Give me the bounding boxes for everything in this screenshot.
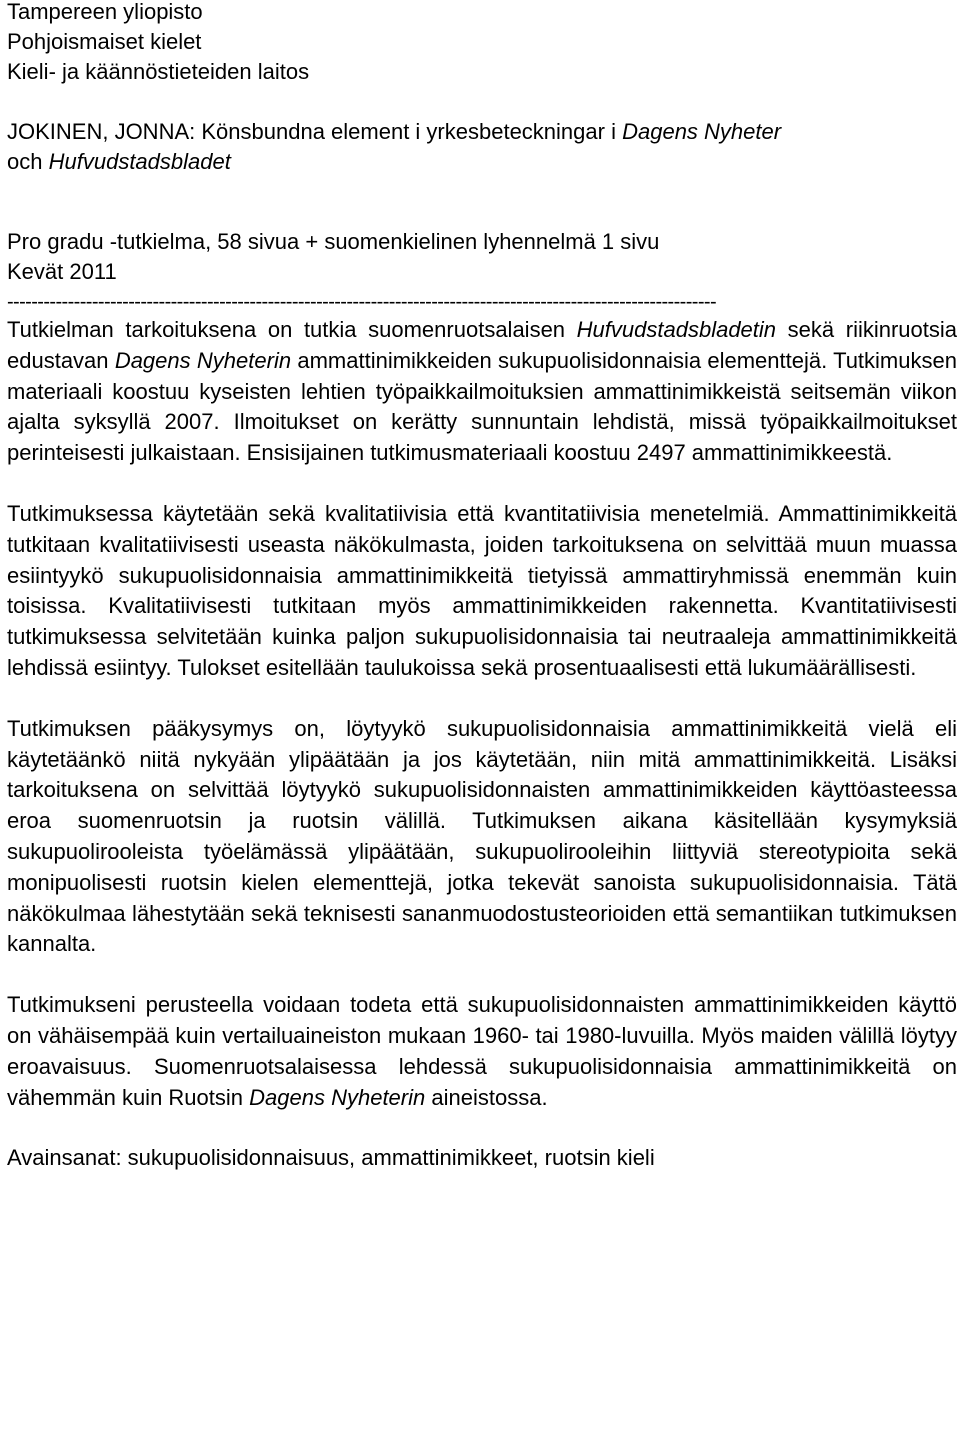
department-name: Pohjoismaiset kielet [7,29,202,54]
document-page [7,0,957,1173]
spacer [7,1113,957,1143]
p1-italic-hbl: Hufvudstadsbladetin [576,317,777,342]
keywords: Avainsanat: sukupuolisidonnaisuus, ammattinimikkeet, ruotsin kieli [7,1145,655,1171]
abstract-paragraph-2: Tutkimuksessa käytetään sekä kvalitatiivisia että kvantitatiivisia menetelmiä. Ammattinimikkeitä tutkitaan kvalitatiivisesti useasta näkökulmasta, joiden tarkoituksena on selvittää muun muassa esiintyykö sukupuolisidonnaisia ammattinimikkeitä tietyissä ammattiryhmissä enemmän kuin toisissa. Kvalitatiivisesti tutkitaan myös ammattinimikkeiden rakennetta. Kvantitatiivisesti tutkimuksessa selvitetään kuinka paljon sukupuolisidonnaisia tai neutraaleja ammattinimikkeitä lehdissä esiintyy. Tulokset esitellään taulukoissa sekä prosentuaalisesti että lukumäärällisesti. [7,500,957,680]
spacer [7,469,957,499]
newspaper-name-hbl: Hufvudstadsbladet [48,149,231,174]
title-text: Könsbundna element i yrkesbeteckningar i [201,119,616,144]
abstract-paragraph-1 [7,315,957,469]
p4-text-c: aineistossa. [431,1084,548,1110]
p1-text-a: Tutkielman tarkoituksena on tutkia suomenruotsalaisen [7,317,566,342]
separator-line: --------------------------------------------------------------------------------------------------------------------- [7,291,717,313]
thesis-info: Pro gradu -tutkielma, 58 sivua + suomenkielinen lyhennelmä 1 sivu [7,229,660,254]
title-line-1 [7,117,957,147]
thesis-title [7,117,957,177]
spacer [7,684,957,714]
meta-block [7,227,957,317]
university-name: Tampereen yliopisto [7,0,203,24]
abstract-paragraph-3: Tutkimuksen pääkysymys on, löytyykö sukupuolisidonnaisia ammattinimikkeitä vielä eli käytetäänkö niitä nykyään ylipäätään ja jos käytetään, niin mitä ammattinimikkeitä. Lisäksi tarkoituksena on selvittää löytyykö sukupuolisidonnaisten ammattinimikkeiden käyttöasteessa eroa suomenruotsin ja ruotsin välillä. Tutkimuksen aikana käsitellään kysymyksiä sukupuolirooleista työelämässä ylipäätään, sukupuolirooleihin liittyviä stereotypioita sekä monipuolisesti ruotsin kielen elementtejä, jotka tekevät sanoista sukupuolisidonnaisia. Tätä näkökulmaa lähestytään sekä teknisesti sananmuodostusteorioiden että semantiikan tutkimuksen kannalta. [7,715,957,957]
p1-text-c: sekä riikinruotsia edustavan [7,317,957,373]
semester: Kevät 2011 [7,259,117,284]
author-name: JOKINEN, JONNA: [7,119,196,144]
header-block [7,0,957,87]
abstract-paragraph-4 [7,990,957,1113]
institute-name: Kieli- ja käännöstieteiden laitos [7,59,310,84]
p4-text-a: Tutkimukseni perusteella voidaan todeta että sukupuolisidonnaisten ammattinimikkeiden käyttö on vähäisempää kuin vertailuaineiston mukaan 1960- tai 1980-luvuilla. Myös maiden välillä löytyy eroavaisuus. Suomenruotsalaisessa lehdessä sukupuolisidonnaisia ammattinimikkeitä on vähemmän kuin Ruotsin [7,992,957,1110]
title-connector: och [7,149,43,174]
p1-italic-dn: Dagens Nyheterin [114,347,292,373]
newspaper-name-dn: Dagens Nyheter [622,119,782,144]
spacer [7,960,957,990]
p1-text-e: ammattinimikkeiden sukupuolisidonnaisia elementtejä. Tutkimuksen materiaali koostuu kyseisten lehtien työpaikkailmoituksien ammattinimikkeistä seitsemän viikon ajalta syksyllä 2007. Ilmoitukset on kerätty sunnuntain lehdistä, missä työpaikkailmoitukset perinteisesti julkaistaan. Ensisijainen tutkimusmateriaali koostuu 2497 ammattinimikkeestä. [7,347,957,466]
title-line-2 [7,147,957,177]
p4-italic-dn: Dagens Nyheterin [249,1084,426,1110]
